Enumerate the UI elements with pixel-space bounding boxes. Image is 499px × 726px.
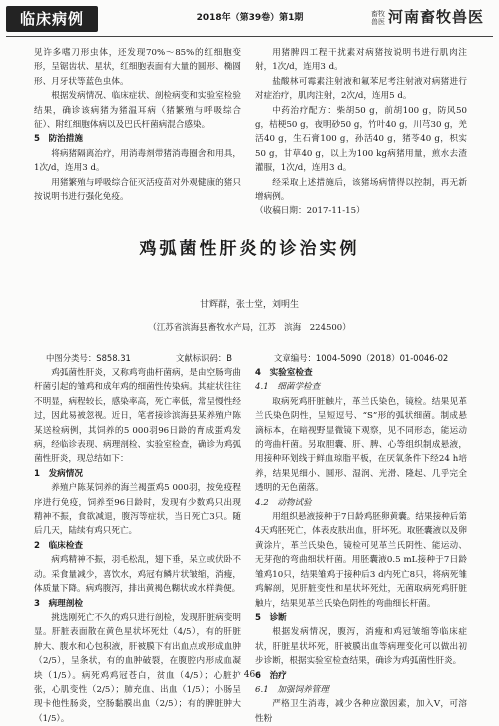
paragraph: 见许多嗜刀形虫体，还发现70%～85%的红细胞变形，呈锯齿状、星状，红细胞表面有大量的圆形、椭圆形、月牙状等蓝色虫体。 — [34, 48, 241, 87]
paragraph: 病鸡精神不振，羽毛松乱，翅下垂，呆立或伏卧不动。采食量减少，喜饮水，鸡冠有鳞片状皱缩，消瘦，体质量下降。病鸡腹泻，排出黄褐色糊状或水样粪便。 — [34, 555, 241, 595]
column-logo: 临床病例 — [6, 6, 98, 32]
brand-small-label: 畜牧兽医 — [371, 10, 385, 26]
section-heading: 1 发病情况 — [34, 468, 83, 479]
top-right-column — [255, 46, 467, 219]
article-title: 鸡弧菌性肝炎的诊治实例 — [139, 239, 360, 259]
page-header — [0, 0, 499, 40]
paragraph: 鸡弧菌性肝炎，又称鸡弯曲杆菌病，是由空肠弯曲杆菌引起的雏鸡和成年鸡的细菌性传染病。其症状往往不明显，病程较长，感染率高，死亡率低，常呈慢性经过，因此易被忽视。近日，笔者接诊滨海县某养殖户陈某送检病例，其饲养的5 000羽96日龄的育成蛋鸡发病，经临诊表现、病理剖检、实验室检查，确诊为鸡弧菌性肝炎，现总结如下： — [34, 368, 241, 465]
clc-number: 中图分类号：S858.31 — [46, 353, 131, 363]
header-divider — [6, 36, 493, 37]
page-number: · 46 · — [238, 670, 261, 680]
document-code: 文献标识码：B — [176, 353, 232, 363]
authors: 甘辉群，张士堂，刘明生 — [199, 300, 299, 310]
paragraph: 用猪繁殖与呼吸综合征灭活疫苗对外观健康的猪只按说明书进行强化免疫。 — [34, 177, 241, 203]
affiliation: （江苏省滨海县畜牧水产局，江苏 滨海 224500） — [148, 323, 351, 333]
received-date: （收稿日期：2017-11-15） — [255, 206, 365, 217]
paragraph: 取病死鸡肝脏触片，革兰氏染色，镜检。结果见革兰氏染色阴性，呈短逗号、“S”形的弧状细菌。制成悬滴标本，在暗视野显微镜下观察，见不同形态，能运动的弯曲杆菌。另取胆囊、肝、脾、心等组织制成悬液，用接种环划线于鲜血琼脂平板，在厌氧条件下经24 h培养，结果见细小、圆形、湿润、光滑、隆起、几乎完全透明的无色菌落。 — [255, 396, 467, 494]
paragraph: 中药治疗配方：柴胡50 g，前胡100 g，防风50 g，桔梗50 g，夜明砂50 g，竹叶40 g，川芎30 g，羌活40 g，生石膏100 g，孙活40 g，猪苓40 g，枳实50 g，甘草40 g，以上为100 kg病猪用量，煎水去渣灌服，1次/d，连用3 d。 — [255, 105, 467, 174]
paragraph: 盐酸林可霉素注射液和氟苯尼考注射液对病猪进行对症治疗，肌肉注射，2次/d，连用5 d。 — [255, 76, 467, 102]
paragraph: 用组织悬液接种于7日龄鸡胚卵黄囊。结果接种后第4天鸡胚死亡，体表皮肤出血，肝坏死。取胚囊液以及卵黄涂片，革兰氏染色，镜检可见革兰氏阴性、能运动、无芽孢的弯曲细状杆菌。用胚囊液0.5 mL接种于7日龄雏鸡10只，结果雏鸡于接种后3 d内死亡8只，将病死雏鸡解剖，见肝脏变性和星状坏死灶，无菌取病死鸡肝脏触片，结果见革兰氏染色阴性的弯曲细长杆菌。 — [255, 512, 467, 609]
paragraph: 将病猪隔离治疗，用消毒剂带猪消毒圈舍和用具，1次/d，连用3 d。 — [34, 148, 241, 174]
top-left-column — [34, 46, 241, 204]
section-heading: 3 病理剖检 — [34, 598, 83, 609]
journal-brand: 河南畜牧兽医 — [388, 8, 485, 26]
section-heading: 5 防治措施 — [34, 134, 83, 145]
paragraph: 挑选刚死亡不久的鸡只进行剖检，发现肝脏病变明显。肝脏表面散在黄色星状坏死灶（4/5），有的肝脏肿大、腹水和心包积液，肝被膜下有出血点或形成血肿（2/5），呈条状，有的血肿破裂，在腹腔内形成血凝块（1/5）。病死鸡鸡冠苍白，贫血（4/5）；心脏扩张，心肌变性（2/5）；肺充血、出血（1/5）；小肠呈现卡他性肠炎，空肠黏膜出血（2/5）；有的脾脏肿大（1/5）。 — [34, 612, 241, 724]
paragraph: 经采取上述措施后，该猪场病情得以控制，再无新增病例。 — [255, 177, 467, 203]
section-heading: 5 诊断 — [255, 612, 287, 623]
section-heading: 2 临床检查 — [34, 540, 83, 551]
subsection-heading: 4.1 细菌学检查 — [255, 382, 321, 393]
article-number: 文章编号：1004-5090（2018）01-0046-02 — [274, 353, 449, 363]
section-heading: 4 实验室检查 — [255, 368, 313, 378]
subsection-heading: 4.2 动物试验 — [255, 497, 312, 508]
issue-label: 2018年（第39卷）第1期 — [196, 13, 304, 23]
subsection-heading: 6.1 加强饲养管理 — [255, 684, 329, 695]
paragraph: 根据发病情况，腹泻，消瘦和鸡冠皱缩等临床症状，肝脏星状坏死，肝被膜出血等病理变化可以做出初步诊断，根据实验室检查结果，确诊为鸡弧菌性肝炎。 — [255, 627, 467, 667]
paragraph: 严格卫生消毒，减少各种应激因素，加入V，可溶性粉 — [255, 699, 467, 724]
paragraph: 养殖户陈某饲养的海兰褐蛋鸡5 000羽，按免疫程序进行免疫，饲养至96日龄时，发现有少数鸡只出现精神不振，食欲减退，腹泻等症状，当日死亡3只。随后几天，陆续有鸡只死亡。 — [34, 483, 241, 537]
paragraph: 根据发病情况、临床症状、剖检病变和实验室检验结果，确诊该病猪为猪温耳病（猪繁殖与呼吸综合征）、附红细胞体病以及巴氏杆菌病混合感染。 — [34, 91, 241, 131]
paragraph: 用猪脾四工程干扰素对病猪按说明书进行肌肉注射，1次/d，连用3 d。 — [255, 48, 467, 73]
section-heading: 6 治疗 — [255, 670, 287, 681]
